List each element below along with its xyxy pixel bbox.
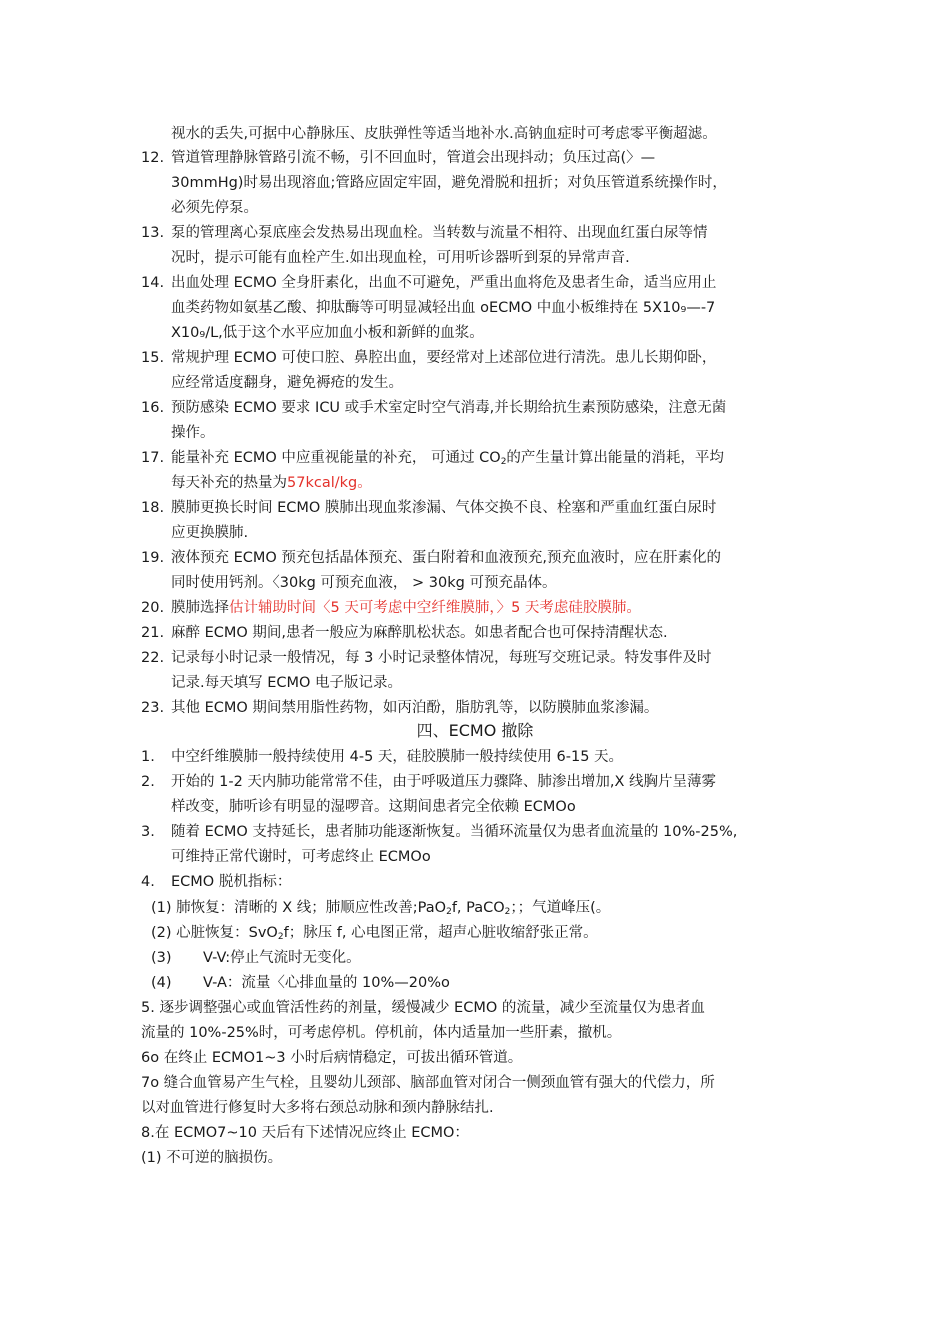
list-text: 膜肺更换长时间 ECMO 膜肺出现血浆渗漏、气体交换不良、栓塞和严重血红蛋白尿时 <box>171 500 717 516</box>
section-heading: 四、ECMO 撤除 <box>416 721 534 740</box>
list-text: 血类药物如氨基乙酸、抑肽酶等可明显减轻出血 oECMO 中血小板维持在 5X10₉—-7 <box>171 300 716 316</box>
list-number: 23. <box>141 700 165 716</box>
list-number: 13. <box>141 225 165 241</box>
subscript: 2 <box>277 932 284 942</box>
criteria-index: (3) <box>151 950 172 966</box>
list-text <box>171 598 641 618</box>
list-text: 应经常适度翻身，避免褥疮的发生。 <box>171 375 403 391</box>
list-text <box>171 448 724 472</box>
continuation-text: 视水的丢失,可据中心静脉压、皮肤弹性等适当地补水.高钠血症时可考虑零平衡超滤。 <box>171 126 717 142</box>
text-segment: ；；气道峰压(。 <box>510 900 611 916</box>
list-text: 况时，提示可能有血栓产生.如出现血栓，可用听诊器听到泵的异常声音. <box>171 250 630 266</box>
criteria-index: (4) <box>151 975 172 991</box>
paragraph-text: 7o 缝合血管易产生气栓，且婴幼儿颈部、脑部血管对闭合一侧颈血管有强大的代偿力，所 <box>141 1075 715 1091</box>
list-number: 1. <box>141 749 155 765</box>
text-segment: f；脉压 f, 心电图正常，超声心脏收缩舒张正常。 <box>283 925 598 941</box>
list-text: 样改变，肺听诊有明显的湿啰音。这期间患者完全依赖 ECMOo <box>171 799 576 815</box>
list-text: 30mmHg)时易出现溶血;管路应固定牢固，避免滑脱和扭折；对负压管道系统操作时， <box>171 175 727 191</box>
paragraph-text: 8.在 ECMO7~10 天后有下述情况应终止 ECMO： <box>141 1125 469 1141</box>
list-number: 17. <box>141 450 165 466</box>
criteria-text <box>151 898 610 922</box>
highlighted-text: 估计辅助时间〈5 天可考虑中空纤维膜肺，〉5 天考虑硅胶膜肺。 <box>229 600 641 616</box>
paragraph-text: 流量的 10%-25%时，可考虑停机。停机前，体内适量加一些肝素，撤机。 <box>141 1025 622 1041</box>
text-segment: 膜肺选择 <box>171 600 229 616</box>
highlighted-value: 57kcal/kg。 <box>287 475 372 491</box>
text-segment: 能量补充 ECMO 中应重视能量的补充， 可通过 CO <box>171 450 501 466</box>
list-number: 20. <box>141 600 165 616</box>
list-number: 19. <box>141 550 165 566</box>
subscript: 2 <box>446 907 452 917</box>
text-segment: f, PaCO <box>451 900 505 916</box>
list-text: 必须先停泵。 <box>171 200 258 216</box>
list-number: 22. <box>141 650 165 666</box>
list-number: 12. <box>141 150 165 166</box>
text-segment: 每天补充的热量为 <box>171 475 287 491</box>
list-text: 记录每小时记录一般情况，每 3 小时记录整体情况，每班写交班记录。特发事件及时 <box>171 650 712 666</box>
list-text: 可维持正常代谢时，可考虑终止 ECMOo <box>171 849 431 865</box>
criteria-text: V-V:停止气流时无变化。 <box>203 950 361 966</box>
criteria-text: V-A：流量〈心排血量的 10%—20%o <box>203 975 450 991</box>
list-text: X10₉/L,低于这个水平应加血小板和新鲜的血浆。 <box>171 325 484 341</box>
paragraph-text: 以对血管进行修复时大多将右颈总动脉和颈内静脉结扎. <box>141 1100 494 1116</box>
subscript: 2 <box>504 907 511 917</box>
list-text: 麻醉 ECMO 期间,患者一般应为麻醉肌松状态。如患者配合也可保持清醒状态. <box>171 625 668 641</box>
list-number: 4. <box>141 874 155 890</box>
paragraph-text: 5. 逐步调整强心或血管活性药的剂量，缓慢减少 ECMO 的流量，减少至流量仅为患者血 <box>141 1000 705 1016</box>
criteria-text <box>151 923 598 947</box>
list-text: 应更换膜肺. <box>171 525 249 541</box>
paragraph-text: (1) 不可逆的脑损伤。 <box>141 1150 283 1166</box>
list-text: 常规护理 ECMO 可使口腔、鼻腔出血，要经常对上述部位进行清洗。患儿长期仰卧， <box>171 350 717 366</box>
list-text: 其他 ECMO 期间禁用脂性药物，如丙泊酚，脂肪乳等，以防膜肺血浆渗漏。 <box>171 700 659 716</box>
list-number: 15. <box>141 350 165 366</box>
list-number: 3. <box>141 824 155 840</box>
list-text: ECMO 脱机指标： <box>171 874 292 890</box>
list-text: 中空纤维膜肺一般持续使用 4-5 天，硅胶膜肺一般持续使用 6-15 天。 <box>171 749 624 765</box>
list-text: 预防感染 ECMO 要求 ICU 或手术室定时空气消毒,并长期给抗生素预防感染，注意无菌 <box>171 400 727 416</box>
list-text: 同时使用钙剂。〈30kg 可预充血液， > 30kg 可预充晶体。 <box>171 575 557 591</box>
paragraph-text: 6o 在终止 ECMO1~3 小时后病情稳定，可拔出循环管道。 <box>141 1050 523 1066</box>
list-text: 随着 ECMO 支持延长，患者肺功能逐渐恢复。当循环流量仅为患者血流量的 10%-25%, <box>171 824 738 840</box>
text-segment: (2) 心脏恢复：SvO <box>151 925 278 941</box>
list-text: 出血处理 ECMO 全身肝素化，出血不可避免，严重出血将危及患者生命，适当应用止 <box>171 275 717 291</box>
text-segment: 的产生量计算出能量的消耗，平均 <box>506 450 724 466</box>
list-number: 21. <box>141 625 165 641</box>
list-number: 14. <box>141 275 165 291</box>
list-text: 泵的管理离心泵底座会发热易出现血栓。当转数与流量不相符、出现血红蛋白尿等情 <box>171 225 708 241</box>
list-number: 18. <box>141 500 165 516</box>
list-text: 液体预充 ECMO 预充包括晶体预充、蛋白附着和血液预充,预充血液时，应在肝素化的 <box>171 550 722 566</box>
list-number: 16. <box>141 400 165 416</box>
list-text: 操作。 <box>171 425 215 441</box>
list-text <box>171 473 372 493</box>
list-text: 记录.每天填写 ECMO 电子版记录。 <box>171 675 403 691</box>
subscript: 2 <box>500 457 507 467</box>
text-segment: (1) 肺恢复：清晰的 X 线；肺顺应性改善;PaO <box>151 900 447 916</box>
list-text: 开始的 1-2 天内肺功能常常不佳，由于呼吸道压力骤降、肺渗出增加,X 线胸片呈薄雾 <box>171 774 717 790</box>
list-text: 管道管理静脉管路引流不畅，引不回血时，管道会出现抖动；负压过高(〉— <box>171 150 656 166</box>
list-number: 2. <box>141 774 155 790</box>
